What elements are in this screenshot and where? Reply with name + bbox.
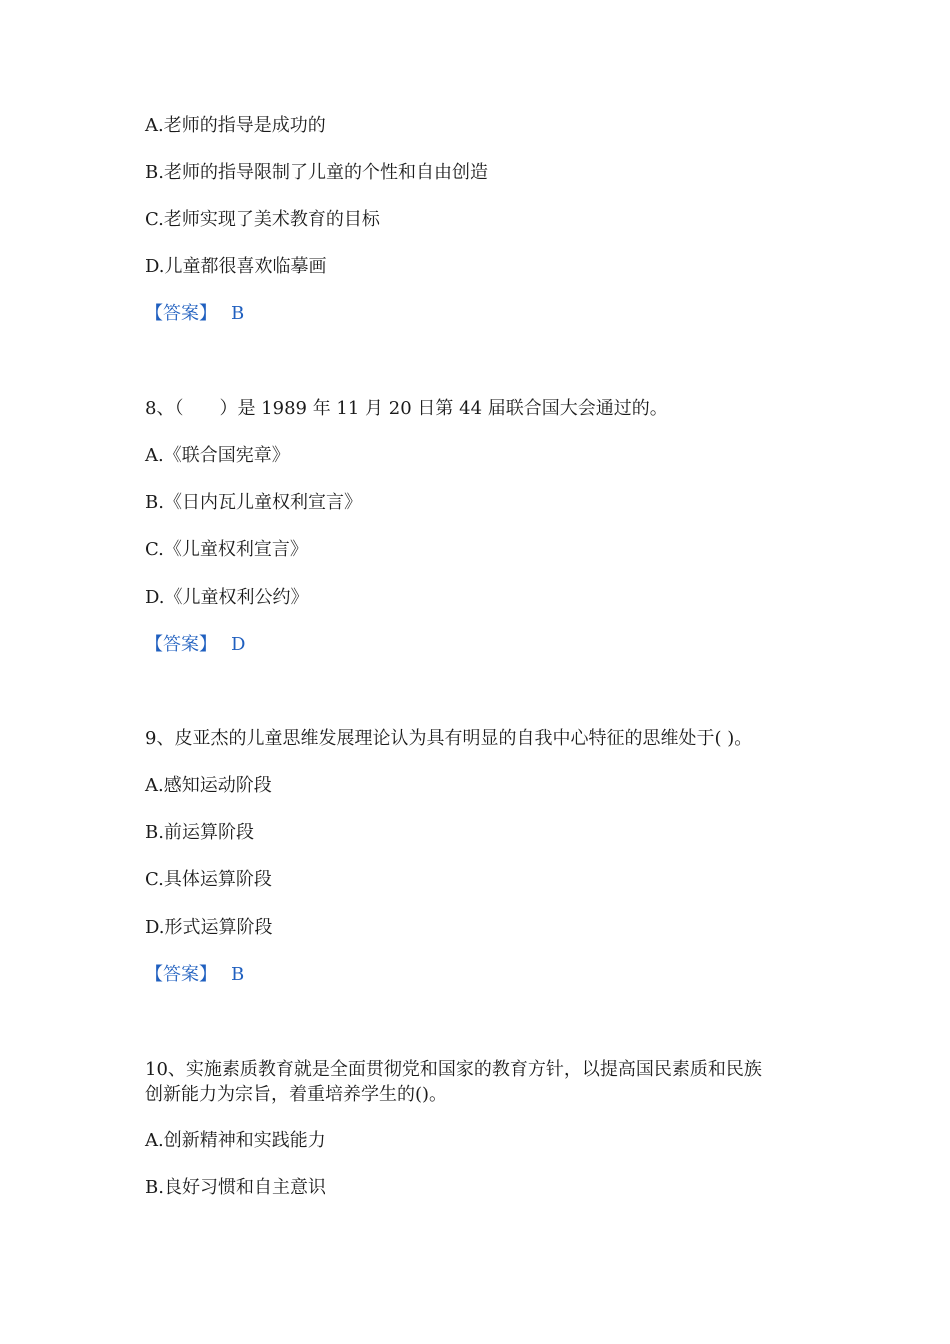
q9-answer [145, 963, 244, 987]
q7-answer-value: B [231, 303, 245, 324]
q9-option-a: A.感知运动阶段 [145, 775, 272, 796]
q8-question: 8、（ ）是 1989 年 11 月 20 日第 44 届联合国大会通过的。 [145, 398, 668, 419]
q10-question-line-2: 创新能力为宗旨，着重培养学生的()。 [145, 1084, 448, 1105]
q9-answer-value: B [231, 964, 245, 985]
q10-option-b: B.良好习惯和自主意识 [145, 1177, 326, 1198]
q7-option-d: D.儿童都很喜欢临摹画 [145, 256, 327, 277]
q7-answer-label: 【答案】 [145, 303, 217, 324]
q9-option-d: D.形式运算阶段 [145, 917, 273, 938]
q9-answer-label: 【答案】 [145, 964, 217, 985]
q7-option-a: A.老师的指导是成功的 [145, 115, 326, 136]
q8-option-b: B.《日内瓦儿童权利宣言》 [145, 492, 362, 513]
q8-option-c: C.《儿童权利宣言》 [145, 539, 308, 560]
q8-option-a: A.《联合国宪章》 [145, 445, 290, 466]
q8-answer-label: 【答案】 [145, 634, 217, 655]
q9-option-c: C.具体运算阶段 [145, 869, 272, 890]
q9-question: 9、皮亚杰的儿童思维发展理论认为具有明显的自我中心特征的思维处于( )。 [145, 728, 753, 749]
q7-answer [145, 302, 244, 326]
q10-option-a: A.创新精神和实践能力 [145, 1130, 326, 1151]
q7-option-b: B.老师的指导限制了儿童的个性和自由创造 [145, 162, 488, 183]
q10-question-line-1: 10、实施素质教育就是全面贯彻党和国家的教育方针，以提高国民素质和民族 [145, 1059, 762, 1080]
q8-option-d: D.《儿童权利公约》 [145, 587, 309, 608]
q7-option-c: C.老师实现了美术教育的目标 [145, 209, 380, 230]
q8-answer-value: D [231, 634, 246, 655]
q9-option-b: B.前运算阶段 [145, 822, 254, 843]
q8-answer [145, 633, 245, 657]
